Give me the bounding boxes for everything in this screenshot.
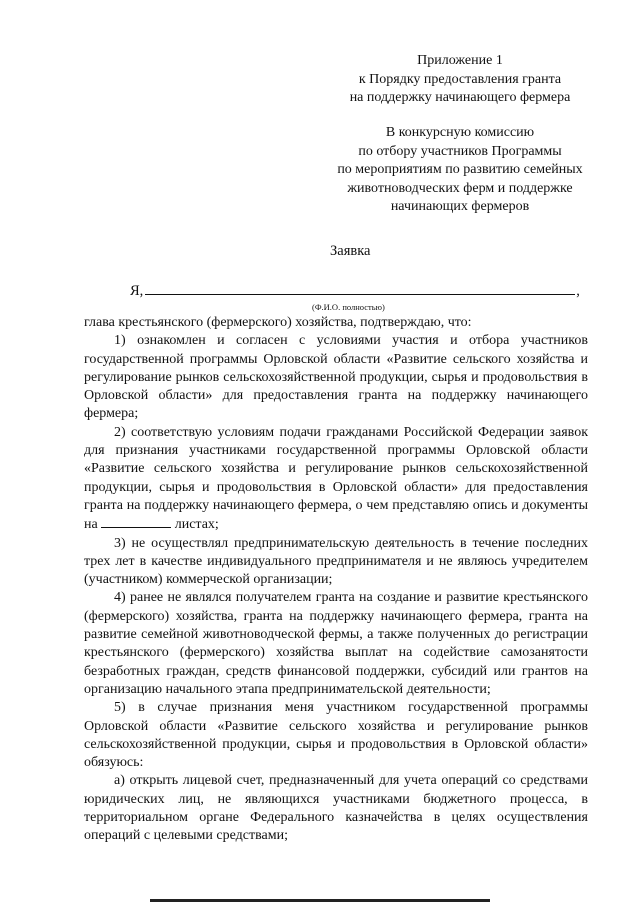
clause-2-end: листах; <box>174 517 219 533</box>
appendix-heading <box>330 52 590 108</box>
addressee-line-5: начинающих фермеров <box>390 199 530 214</box>
appendix-line-3: на поддержку начинающего фермера <box>349 90 571 105</box>
clause-4: 4) ранее не являлся получателем гранта на создание и развитие крестьянского (фермерского) хозяйства, гранта на поддержку начинающего фермера, гранта на развитие семейной животноводческой фермы, а также полученных до регистрации крестьянского (фермерского) хозяйства выплат на содействие самозанятости безработных граждан, средств финансовой поддержки, субсидий или грантов на организацию начального этапа предпринимательской деятельности; <box>84 590 588 697</box>
appendix-line-1: Приложение 1 <box>417 53 503 68</box>
clause-2 <box>84 424 588 535</box>
addressee-line-1: В конкурсную комиссию <box>385 125 535 140</box>
sheets-count-blank <box>101 515 171 528</box>
clause-3: 3) не осуществлял предпринимательскую деятельность в течение последних трех лет в качестве индивидуального предпринимателя и не являюсь учредителем (участником) коммерческой организации; <box>84 535 588 588</box>
applicant-name-blank <box>145 280 575 295</box>
intro-paragraph: глава крестьянского (фермерского) хозяйства, подтверждаю, что: <box>84 315 472 330</box>
clause-5a: а) открыть лицевой счет, предназначенный для учета операций со средствами юридических лиц, не являющихся участниками бюджетного процесса, в территориальном органе Федерального казначейства в целях осуществления операций с целевыми средствами; <box>84 773 588 844</box>
applicant-prefix: Я, <box>130 283 144 299</box>
clause-5: 5) в случае признания меня участником государственной программы Орловской области «Развитие сельского хозяйства и регулирование рынков сельскохозяйственной продукции, сырья и продовольствия в Орловской области» обязуюсь: <box>84 700 588 771</box>
clause-2-text: 2) соответствую условиям подачи гражданами Российской Федерации заявок для признания участниками государственной программы Орловской области «Развитие сельского хозяйства и регулирование рынков сельскохозяйственной продукции, сырья и продовольствия в Орловской области» для предоставления гранта на поддержку начинающего фермера, о чем представляю опись и документы на <box>84 424 588 533</box>
addressee-line-4: животноводческих ферм и поддержке <box>347 180 573 196</box>
addressee-line-2: по отбору участников Программы <box>358 143 562 159</box>
appendix-line-2: к Порядку предоставления гранта <box>358 71 562 87</box>
applicant-suffix: , <box>576 283 580 299</box>
addressee-block <box>322 124 598 217</box>
name-caption: (Ф.И.О. полностью) <box>312 302 385 312</box>
addressee-line-3: по мероприятиям по развитию семейных <box>337 162 583 177</box>
document-body <box>84 314 588 846</box>
clause-1: 1) ознакомлен и согласен с условиями участия и отбора участников государственной программы Орловской области «Развитие сельского хозяйства и регулирование рынков сельскохозяйственной продукции, сырья и продовольствия в Орловской области» для предоставления гранта на поддержку начинающего фермера; <box>84 333 588 422</box>
document-title: Заявка <box>330 243 371 259</box>
applicant-name-row <box>130 280 580 300</box>
